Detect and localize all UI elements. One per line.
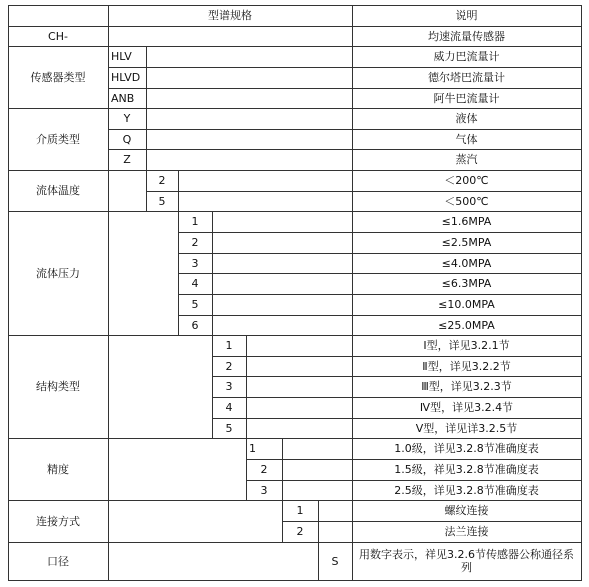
medium-type-code: Z [123, 153, 131, 166]
sensor-type-desc: 德尔塔巴流量计 [428, 71, 505, 84]
caliber-label: 口径 [47, 554, 69, 568]
accuracy-desc: 1.5级，祥见3.2.8节准确度表 [394, 463, 539, 476]
structure-type-desc: Ⅳ型，详见3.2.4节 [419, 401, 514, 414]
sensor-type-desc: 阿牛巴流量计 [433, 91, 500, 105]
connection-desc: 法兰连接 [444, 525, 489, 538]
fluid-pressure-desc: ≤10.0MPA [438, 298, 495, 311]
medium-type-label: 介质类型 [36, 132, 80, 146]
structure-type-code: 5 [225, 421, 233, 435]
accuracy-code: 1 [249, 442, 256, 455]
accuracy-desc: 2.5级，详见3.2.8节准确度表 [394, 483, 539, 497]
medium-type-desc: 液体 [455, 112, 478, 125]
grid-line [146, 46, 147, 170]
structure-type-desc: Ⅱ型，详见3.2.2节 [422, 359, 511, 373]
fluid-pressure-desc: ≤4.0MPA [441, 256, 492, 270]
fluid-pressure-label: 流体压力 [36, 266, 80, 280]
connection-code: 1 [296, 504, 304, 517]
structure-type-code: 3 [225, 380, 233, 393]
caliber-code: S [331, 554, 339, 568]
medium-type-code: Y [123, 112, 131, 125]
fluid-pressure-code: 5 [191, 298, 199, 311]
fluid-pressure-code: 3 [191, 256, 199, 270]
accuracy-code: 2 [260, 463, 268, 476]
fluid-temp-desc: ＜500℃ [444, 194, 489, 208]
sensor-type-code: ANB [111, 91, 135, 105]
fluid-temp-desc: ＜200℃ [444, 174, 489, 187]
fluid-pressure-desc: ≤2.5MPA [441, 236, 492, 249]
sensor-type-desc: 威力巴流量计 [433, 50, 500, 63]
header-model-spec: 型谱规格 [208, 9, 252, 22]
fluid-pressure-desc: ≤25.0MPA [438, 318, 495, 332]
connection-desc: 螺纹连接 [444, 504, 489, 517]
sensor-type-label: 传感器类型 [30, 70, 86, 84]
structure-type-code: 4 [225, 401, 233, 414]
ch-code: CH- [48, 29, 68, 43]
structure-type-code: 2 [225, 359, 233, 373]
grid-line [581, 5, 582, 581]
fluid-pressure-desc: ≤1.6MPA [441, 215, 492, 228]
fluid-pressure-desc: ≤6.3MPA [441, 277, 492, 290]
medium-type-desc: 气体 [455, 132, 478, 146]
grid-line [8, 580, 581, 581]
structure-type-desc: Ⅰ型，详见3.2.1节 [423, 339, 510, 352]
header-description: 说明 [455, 9, 478, 22]
medium-type-desc: 蒸汽 [455, 153, 478, 166]
structure-type-label: 结构类型 [36, 380, 80, 393]
ch-desc: 均速流量传感器 [428, 29, 505, 43]
fluid-temp-label: 流体温度 [36, 184, 80, 197]
fluid-pressure-code: 4 [191, 277, 199, 290]
accuracy-code: 3 [260, 483, 268, 497]
structure-type-desc: Ⅲ型，详见3.2.3节 [421, 380, 512, 393]
sensor-type-code: HLVD [111, 71, 141, 84]
connection-label: 连接方式 [36, 514, 80, 528]
fluid-pressure-code: 1 [191, 215, 199, 228]
medium-type-code: Q [122, 132, 132, 146]
accuracy-label: 精度 [47, 462, 69, 476]
fluid-temp-code: 2 [158, 174, 166, 187]
fluid-pressure-code: 6 [191, 318, 199, 332]
caliber-desc: 用数字表示，祥见3.2.6节传感器公称通径系列 [359, 548, 574, 574]
structure-type-desc: Ⅴ型，详见详3.2.5节 [415, 421, 518, 435]
sensor-type-code: HLV [111, 50, 132, 63]
fluid-pressure-code: 2 [191, 236, 199, 249]
accuracy-desc: 1.0级，详见3.2.8节准确度表 [394, 442, 539, 455]
connection-code: 2 [296, 525, 304, 538]
fluid-temp-code: 5 [158, 194, 166, 208]
structure-type-code: 1 [225, 339, 233, 352]
